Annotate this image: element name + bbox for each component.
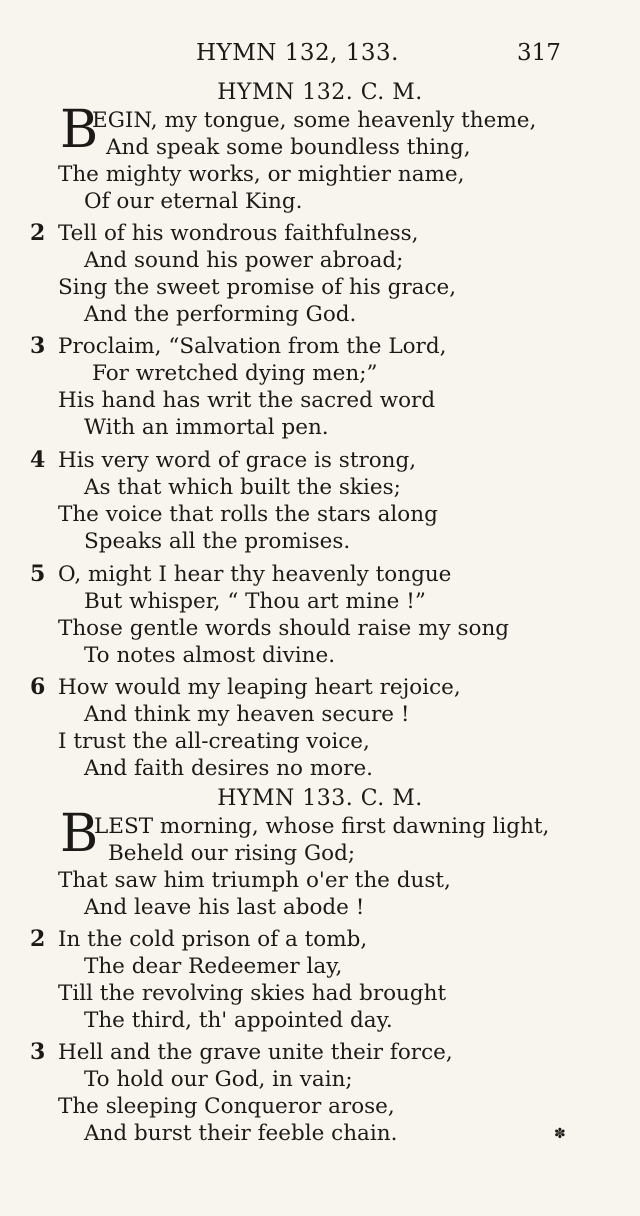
verse-line: And sound his power abroad;	[84, 248, 404, 273]
ornament-mark: ✽	[554, 1126, 566, 1142]
drop-cap-b: B	[60, 100, 99, 160]
verse-line: With an immortal pen.	[84, 415, 329, 440]
hymn-133-first-line: LEST morning, whose first dawning light,	[94, 814, 550, 839]
verse-line: The sleeping Conqueror arose,	[58, 1094, 395, 1119]
verse-line: The mighty works, or mightier name,	[58, 162, 465, 187]
verse-line: And burst their feeble chain.	[84, 1121, 398, 1146]
verse-line: To notes almost divine.	[84, 643, 336, 668]
verse-line: Speaks all the promises.	[84, 529, 351, 554]
hymn-132-first-line: EGIN, my tongue, some heavenly theme,	[92, 108, 537, 133]
stanza-number: 4	[30, 447, 46, 473]
stanza-number: 3	[30, 1039, 46, 1065]
verse-line: Tell of his wondrous faithfulness,	[58, 221, 419, 246]
verse-line: His very word of grace is strong,	[58, 448, 417, 473]
stanza-number: 5	[30, 561, 46, 587]
verse-line: In the cold prison of a tomb,	[58, 927, 368, 952]
running-head	[0, 40, 640, 72]
verse-line: And think my heaven secure !	[84, 702, 410, 727]
verse-line: And faith desires no more.	[84, 756, 374, 781]
hymn-133-title: HYMN 133. C. M.	[217, 786, 423, 811]
hymn-132-title: HYMN 132. C. M.	[217, 80, 423, 105]
stanza-number: 2	[30, 220, 46, 246]
verse-line: The voice that rolls the stars along	[58, 502, 438, 527]
verse-line: Proclaim, “Salvation from the Lord,	[58, 334, 447, 359]
verse-line: To hold our God, in vain;	[84, 1067, 353, 1092]
verse-line: And the performing God.	[84, 302, 357, 327]
drop-cap-b: B	[60, 804, 99, 864]
verse-line: Hell and the grave unite their force,	[58, 1040, 453, 1065]
verse-line: His hand has writ the sacred word	[58, 388, 436, 413]
verse-line: Beheld our rising God;	[108, 841, 356, 866]
verse-line: As that which built the skies;	[84, 475, 401, 500]
verse-line: O, might I hear thy heavenly tongue	[58, 562, 452, 587]
running-head-title: HYMN 132, 133.	[196, 40, 399, 66]
verse-line: But whisper, “ Thou art mine !”	[84, 589, 426, 614]
verse-line: Those gentle words should raise my song	[58, 616, 510, 641]
verse-line: Sing the sweet promise of his grace,	[58, 275, 457, 300]
verse-line: The third, th' appointed day.	[84, 1008, 393, 1033]
verse-line: And speak some boundless thing,	[106, 135, 471, 160]
verse-line: And leave his last abode !	[84, 895, 365, 920]
verse-line: I trust the all-creating voice,	[58, 729, 370, 754]
verse-line: Till the revolving skies had brought	[58, 981, 447, 1006]
verse-line: Of our eternal King.	[84, 189, 303, 214]
verse-line: That saw him triumph o'er the dust,	[58, 868, 451, 893]
stanza-number: 2	[30, 926, 46, 952]
stanza-number: 3	[30, 333, 46, 359]
verse-line: How would my leaping heart rejoice,	[58, 675, 461, 700]
verse-line: For wretched dying men;”	[92, 361, 378, 386]
page-number: 317	[517, 40, 561, 66]
verse-line: The dear Redeemer lay,	[84, 954, 343, 979]
stanza-number: 6	[30, 674, 46, 700]
